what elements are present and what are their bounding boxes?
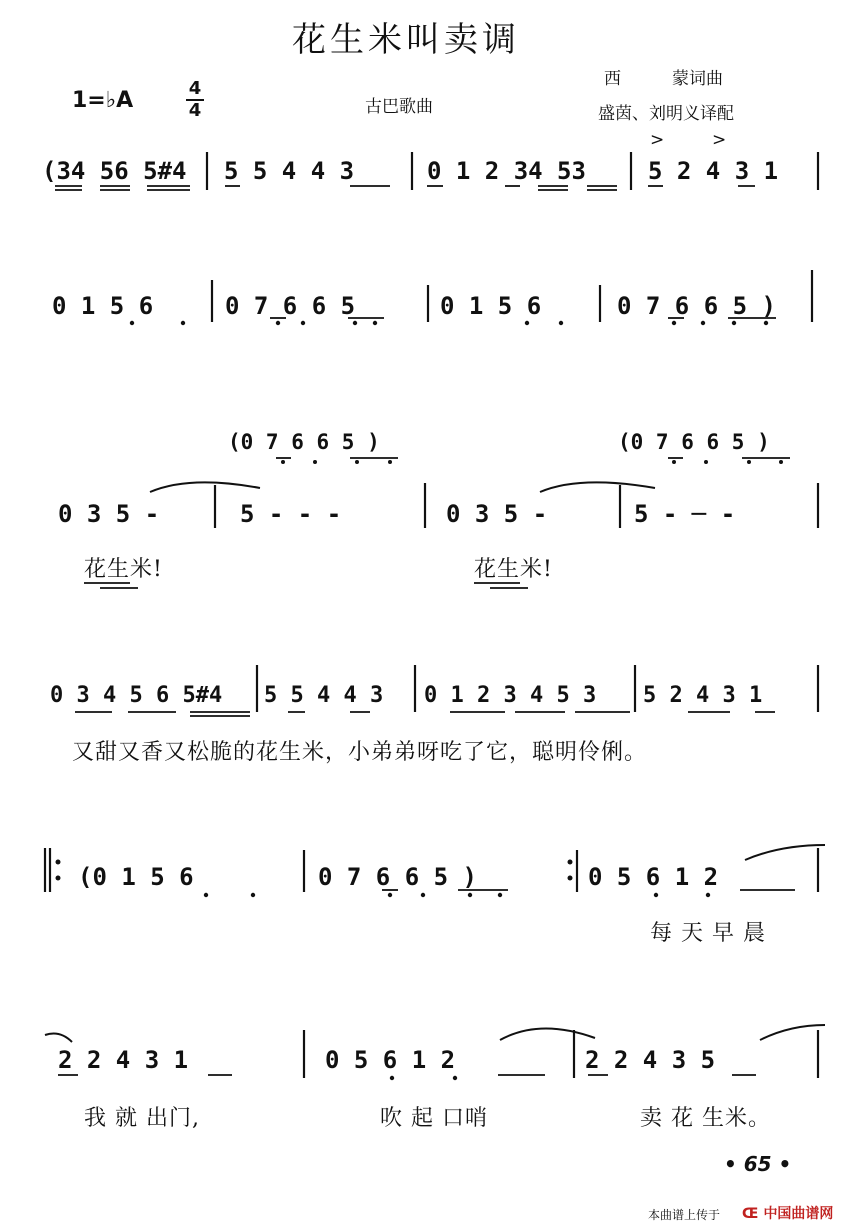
row6-measure-2: 2 2 4 3 5 [585,1046,716,1074]
row4-measure-0: 0 3 4 5 6 5#4 [50,683,223,708]
time-signature-top: 4 [188,78,202,99]
key-signature: 1=♭A [72,88,134,113]
row5-measure-1: 0 7 6 6 5 ) [318,863,477,891]
row4-measure-3: 5 2 4 3 1 [643,683,763,708]
song-source: 古巴歌曲 [365,97,433,117]
row5-lyric: 每 天 早 晨 [650,921,766,946]
row1-measure-1: 5 5 4 4 3 [224,157,355,185]
song-title: 花生米叫卖调 [292,20,520,60]
row3-lyric-a: 花生米! [84,557,163,582]
row3-measure-2: 0 3 5 - [446,500,548,528]
row2-measure-2: 0 1 5 6 [440,292,542,320]
row2-measure-0: 0 1 5 6 [52,292,154,320]
row4-lyric: 又甜又香又松脆的花生米，小弟弟呀吃了它，聪明伶俐。 [72,740,648,765]
logo-icon: Œ [742,1206,759,1222]
row4-measure-1: 5 5 4 4 3 [264,683,384,708]
accent-mark-2: > [712,130,727,150]
row3-measure-1: 5 - - - [240,500,342,528]
row5-measure-2: 0 5 6 1 2 [588,863,719,891]
row1-measure-2: 0 1 2 34 53 [427,157,586,185]
row6-lyric-c: 卖 花 生米。 [640,1106,771,1131]
credit-translator: 盛茵、刘明义译配 [598,104,734,124]
row6-measure-1: 0 5 6 1 2 [325,1046,456,1074]
footer-upload-note: 本曲谱上传于 [648,1208,721,1222]
credit-composer: 西 蒙词曲 [604,69,723,89]
page-number: • 65 • [724,1152,792,1176]
time-signature-bottom: 4 [188,100,202,121]
footer-logo-text: 中国曲谱网 [763,1206,834,1222]
row3-measure-3: 5 - ─ - [634,500,736,528]
row2-measure-1: 0 7 6 6 5 [225,292,356,320]
row1-measure-3: 5 2 4 3 1 [648,157,779,185]
accent-mark-1: > [650,130,665,150]
row6-lyric-a: 我 就 出门, [84,1106,200,1131]
row1-measure-0: (34 56 5#4 [42,157,187,185]
row3-lyric-b: 花生米! [474,557,553,582]
row3-measure-0: 0 3 5 - [58,500,160,528]
row3-parenthetical-b: (0 7 6 6 5 ) [618,430,770,454]
row4-measure-2: 0 1 2 3 4 5 3 [424,683,597,708]
row6-lyric-b: 吹 起 口哨 [380,1106,488,1131]
row5-measure-0: (0 1 5 6 [78,863,194,891]
row2-measure-3: 0 7 6 6 5 ) [617,292,776,320]
row3-parenthetical-a: (0 7 6 6 5 ) [228,430,380,454]
row6-measure-0: 2 2 4 3 1 [58,1046,189,1074]
